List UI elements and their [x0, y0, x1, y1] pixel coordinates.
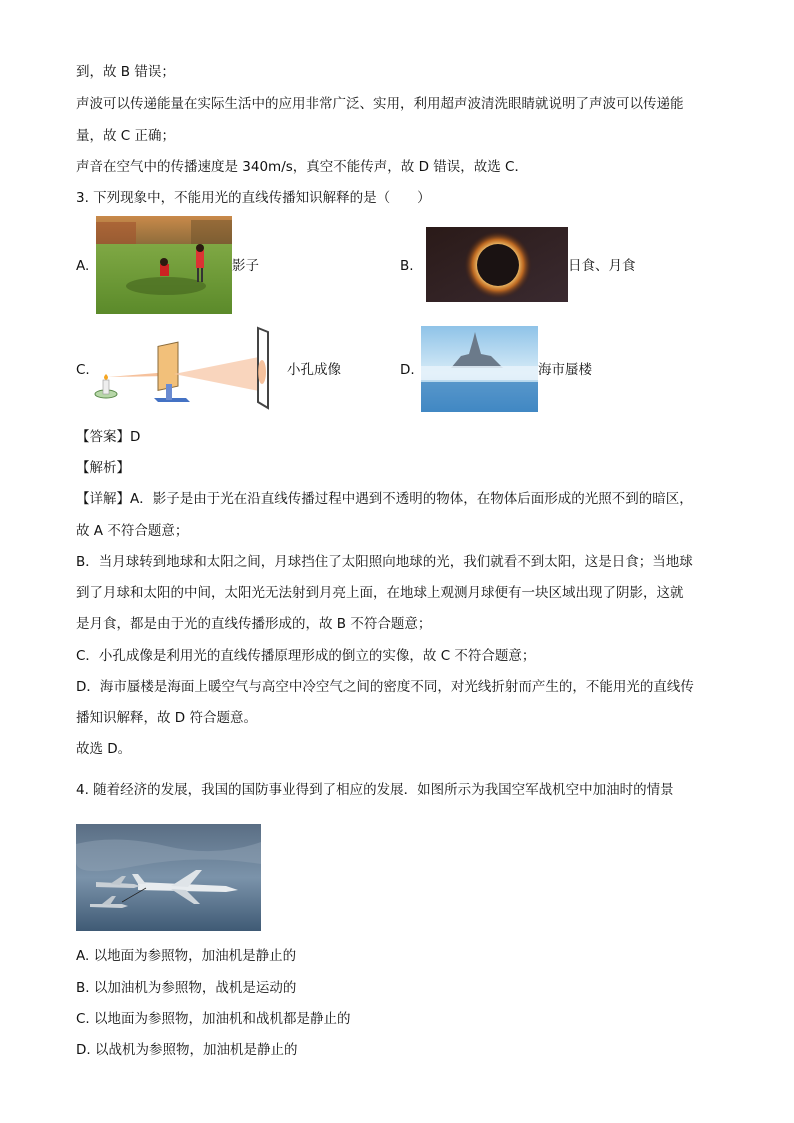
option-b-letter: B.	[400, 258, 414, 274]
analysis-heading: 【解析】	[76, 460, 130, 476]
option-c-letter: C.	[76, 362, 90, 378]
option-c-label: 小孔成像	[287, 362, 341, 378]
text-line: 声波可以传递能量在实际生活中的应用非常广泛、实用，利用超声波清洗眼睛就说明了声波可以传递能	[76, 96, 684, 112]
text-line: 声音在空气中的传播速度是 340m/s，真空不能传声，故 D 错误，故选 C．	[76, 159, 528, 175]
analysis-line: 【详解】A．影子是由于光在沿直线传播过程中遇到不透明的物体，在物体后面形成的光照不到的暗区，	[76, 491, 693, 507]
option-a-label: 影子	[232, 258, 259, 274]
question-4-stem: 4. 随着经济的发展，我国的国防事业得到了相应的发展．如图所示为我国空军战机空中加油时的情景	[76, 782, 674, 798]
pinhole-diagram	[94, 322, 288, 412]
answer: 【答案】D	[76, 429, 141, 445]
refueling-photo	[76, 824, 261, 931]
analysis-line: D．海市蜃楼是海面上暖空气与高空中冷空气之间的密度不同，对光线折射而产生的，不能用光的直线传	[76, 679, 694, 695]
option-b-label: 日食、月食	[568, 258, 636, 274]
analysis-line: B．当月球转到地球和太阳之间，月球挡住了太阳照向地球的光，我们就看不到太阳，这是日食；当地球	[76, 554, 693, 570]
eclipse-photo	[426, 227, 568, 302]
option-d: D. 以战机为参照物，加油机是静止的	[76, 1042, 298, 1058]
analysis-line: 到了月球和太阳的中间，太阳光无法射到月亮上面，在地球上观测月球便有一块区域出现了阴影，这就	[76, 585, 684, 601]
analysis-line: 播知识解释，故 D 符合题意。	[76, 710, 257, 726]
text-line: 到，故 B 错误；	[76, 64, 175, 80]
analysis-line: 故选 D。	[76, 741, 132, 757]
option-d-letter: D.	[400, 362, 415, 378]
mirage-photo	[421, 326, 538, 412]
question-3-stem: 3. 下列现象中，不能用光的直线传播知识解释的是（ ）	[76, 190, 431, 206]
analysis-line: 故 A 不符合题意；	[76, 523, 189, 539]
shadow-photo	[96, 216, 232, 314]
analysis-line: 是月食，都是由于光的直线传播形成的，故 B 不符合题意；	[76, 616, 432, 632]
text-line: 量，故 C 正确；	[76, 128, 176, 144]
option-a: A. 以地面为参照物，加油机是静止的	[76, 948, 297, 964]
option-a-letter: A.	[76, 258, 90, 274]
option-d-label: 海市蜃楼	[538, 362, 592, 378]
option-b: B. 以加油机为参照物，战机是运动的	[76, 980, 297, 996]
option-c: C. 以地面为参照物，加油机和战机都是静止的	[76, 1011, 351, 1027]
analysis-line: C．小孔成像是利用光的直线传播原理形成的倒立的实像，故 C 不符合题意；	[76, 648, 536, 664]
